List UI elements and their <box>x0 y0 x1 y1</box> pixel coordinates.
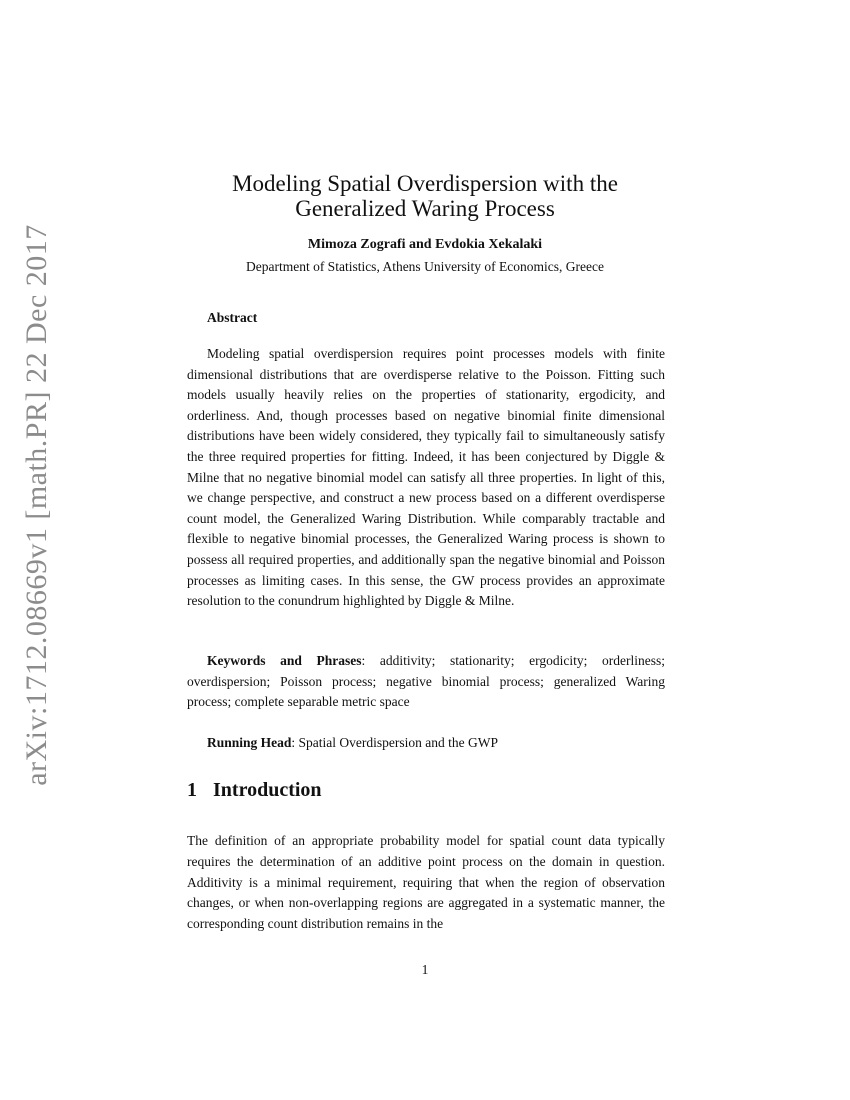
section-number: 1 <box>187 779 197 801</box>
keywords-text: : additivity; stationarity; ergodicity; orderliness; overdispersion; Poisson process; negative binomial process; generalized Waring process; complete separable metric space <box>187 653 665 710</box>
arxiv-identifier-stamp: arXiv:1712.08669v1 [math.PR] 22 Dec 2017 <box>20 224 53 786</box>
abstract-heading: Abstract <box>207 310 258 325</box>
running-head-text: : Spatial Overdispersion and the GWP <box>291 735 499 750</box>
paper-title <box>150 171 700 221</box>
section-title: Introduction <box>213 779 322 801</box>
running-head-paragraph <box>187 733 665 754</box>
keywords-label: Keywords and Phrases <box>207 653 362 668</box>
page-number: 1 <box>421 962 429 977</box>
introduction-body: The definition of an appropriate probability model for spatial count data typically requires the determination of an additive point process on the domain in question. Additivity is a minimal requirement, requiring that when the region of observation changes, or when non-overlapping regions are aggregated in a systematic manner, the corresponding count distribution remains in the <box>187 833 665 932</box>
paper-title-line-1: Modeling Spatial Overdispersion with the <box>232 171 618 196</box>
keywords-paragraph <box>187 651 665 713</box>
running-head-label: Running Head <box>207 735 292 750</box>
author-list: Mimoza Zografi and Evdokia Xekalaki <box>307 237 543 252</box>
author-affiliation: Department of Statistics, Athens University of Economics, Greece <box>245 259 605 274</box>
paper-title-line-2: Generalized Waring Process <box>295 196 555 221</box>
abstract-body: Modeling spatial overdispersion requires point processes models with finite dimensional distributions that are overdisperse relative to the Poisson. Fitting such models usually heavily relies on the properties of stationarity, ergodicity, and orderliness. And, though processes based on negative binomial finite dimensional distributions have been widely considered, they typically fail to simultaneously satisfy the three required properties for fitting. Indeed, it has been conjectured by Diggle & Milne that no negative binomial model can satisfy all three properties. In light of this, we change perspective, and construct a new process based on a different overdisperse count model, the Generalized Waring Distribution. While comparably tractable and flexible to negative binomial processes, the Generalized Waring process is shown to possess all required properties, and additionally span the negative binomial and Poisson processes as limiting cases. In this sense, the GW process provides an approximate resolution to the conundrum highlighted by Diggle & Milne. <box>187 346 665 609</box>
section-heading-introduction <box>187 778 322 802</box>
